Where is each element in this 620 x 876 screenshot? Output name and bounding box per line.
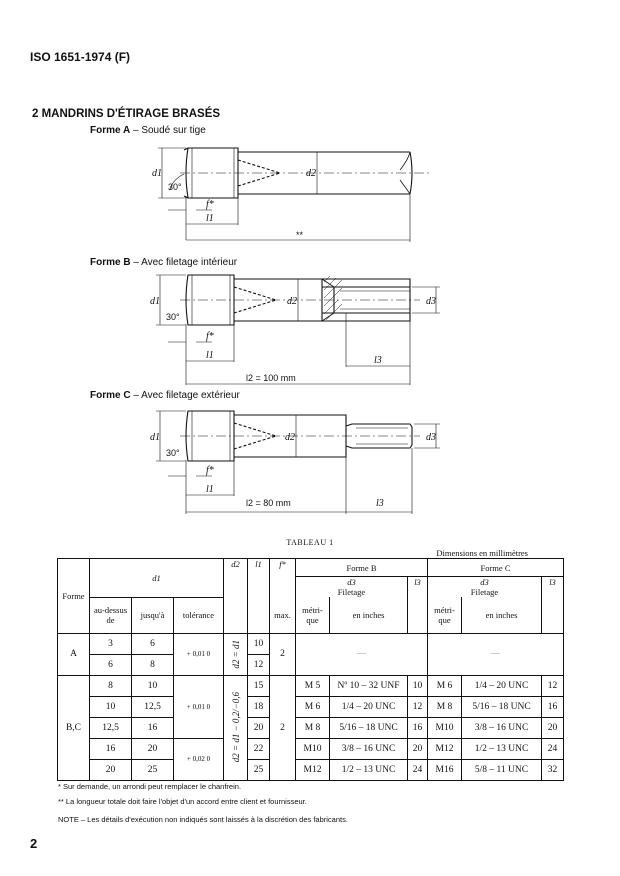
cell: 32 <box>542 759 564 780</box>
forme-c-desc: – Avec filetage extérieur <box>130 390 240 401</box>
th-c-d3-label: d3 <box>480 577 489 587</box>
fig-b-l1-label: l1 <box>206 350 214 361</box>
cell: 10 <box>132 675 174 696</box>
forme-c-label: Forme C <box>90 390 131 401</box>
fig-c-d3-label: d3 <box>426 432 436 443</box>
fig-c-angle-label: 30° <box>166 448 180 458</box>
th-c-metrique: métri-que <box>428 597 462 633</box>
cell-tol-b1: + 0,01 0 <box>174 675 224 738</box>
th-forme-c: Forme C <box>428 559 564 577</box>
cell: M 6 <box>428 675 462 696</box>
th-f: f* <box>270 559 296 598</box>
th-b-l3: l3 <box>408 577 428 634</box>
fig-c-l2-label: l2 = 80 mm <box>246 498 291 508</box>
cell-d2-a-text: d2 = d1 <box>230 639 241 669</box>
th-b-metrique: métri-que <box>296 597 330 633</box>
section-title: 2 MANDRINS D'ÉTIRAGE BRASÉS <box>32 108 221 120</box>
forme-a-desc: – Soudé sur tige <box>130 125 206 136</box>
fig-a-d2-label: d2 <box>306 168 316 179</box>
fig-b-l3-label: l3 <box>374 355 382 366</box>
table-caption: TABLEAU 1 <box>286 538 334 547</box>
cell: 1/4 – 20 UNC <box>462 675 542 696</box>
table-units: Dimensions en millimètres <box>436 548 528 558</box>
figure-forme-b <box>0 262 620 392</box>
forme-b-label: Forme B <box>90 257 131 268</box>
cell: 10 <box>248 633 270 654</box>
th-c-filetage: Filetage <box>470 587 499 597</box>
cell-f-a: 2 <box>270 633 296 675</box>
cell: M16 <box>428 759 462 780</box>
cell: 6 <box>132 633 174 654</box>
cell: 3/8 – 16 UNC <box>462 717 542 738</box>
cell: Nº 10 – 32 UNF <box>330 675 408 696</box>
cell: 3/8 – 16 UNC <box>330 738 408 759</box>
th-c-l3: l3 <box>542 577 564 634</box>
table-row <box>58 759 564 780</box>
fig-a-f-label: f* <box>206 199 214 210</box>
cell: 10 <box>408 675 428 696</box>
footnote-2: ** La longueur totale doit faire l'objet d'un accord entre client et fournisseur. <box>58 797 307 806</box>
cell-d2-bc <box>224 675 248 780</box>
fig-b-d2-label: d2 <box>287 296 297 307</box>
cell: 5/16 – 18 UNC <box>330 717 408 738</box>
cell-d2-a <box>224 633 248 675</box>
th-tolerance: tolérance <box>174 597 224 633</box>
th-max: max. <box>270 597 296 633</box>
cell: 20 <box>542 717 564 738</box>
forme-a-label: Forme A <box>90 125 131 136</box>
cell: 18 <box>248 696 270 717</box>
cell: 25 <box>132 759 174 780</box>
cell: 1/2 – 13 UNC <box>330 759 408 780</box>
cell: M 8 <box>428 696 462 717</box>
th-c-d3 <box>428 577 542 598</box>
cell: 20 <box>408 738 428 759</box>
cell-f-bc: 2 <box>270 675 296 780</box>
th-l1: l1 <box>248 559 270 634</box>
cell-forme-bc: B,C <box>58 675 90 780</box>
fig-a-d1-label: d1 <box>152 168 162 179</box>
cell: 12,5 <box>90 717 132 738</box>
cell: 1/4 – 20 UNC <box>330 696 408 717</box>
cell: 10 <box>90 696 132 717</box>
th-d2: d2 <box>224 559 248 634</box>
table-row <box>58 675 564 696</box>
standard-header: ISO 1651-1974 (F) <box>30 50 131 64</box>
cell: M 6 <box>296 696 330 717</box>
page-number: 2 <box>30 836 38 851</box>
figure-forme-a <box>0 130 620 250</box>
fig-a-l1-label: l1 <box>206 213 214 224</box>
cell: M12 <box>428 738 462 759</box>
cell: 25 <box>248 759 270 780</box>
th-b-inches: en inches <box>330 597 408 633</box>
th-forme: Forme <box>58 559 90 634</box>
fig-c-f-label: f* <box>206 465 214 476</box>
figure-forme-c <box>0 396 620 518</box>
footnote-1: * Sur demande, un arrondi peut remplacer le chanfrein. <box>58 782 242 791</box>
th-c-inches: en inches <box>462 597 542 633</box>
table-row <box>58 717 564 738</box>
fig-b-d3-label: d3 <box>426 296 436 307</box>
dimensions-table <box>57 558 564 781</box>
cell: 24 <box>408 759 428 780</box>
th-forme-b: Forme B <box>296 559 428 577</box>
cell: M 5 <box>296 675 330 696</box>
cell: 20 <box>132 738 174 759</box>
cell: M 8 <box>296 717 330 738</box>
fig-c-l3-label: l3 <box>376 498 384 509</box>
cell: 5/8 – 11 UNC <box>462 759 542 780</box>
fig-b-l2-label: l2 = 100 mm <box>246 373 296 383</box>
cell: 16 <box>408 717 428 738</box>
fig-c-d1-label: d1 <box>150 432 160 443</box>
fig-b-f-label: f* <box>206 331 214 342</box>
cell-tol-b2: + 0,02 0 <box>174 738 224 780</box>
cell-tol-a: + 0,01 0 <box>174 633 224 675</box>
cell: 12 <box>408 696 428 717</box>
cell: 12 <box>248 654 270 675</box>
cell: 24 <box>542 738 564 759</box>
cell: 16 <box>542 696 564 717</box>
fig-a-total-label: ** <box>296 230 304 240</box>
fig-c-l1-label: l1 <box>206 484 214 495</box>
th-b-filetage: Filetage <box>337 587 366 597</box>
fig-b-angle-label: 30° <box>166 312 180 322</box>
cell: 16 <box>132 717 174 738</box>
cell: 22 <box>248 738 270 759</box>
th-jusqua: jusqu'à <box>132 597 174 633</box>
cell: 15 <box>248 675 270 696</box>
th-d1: d1 <box>90 559 224 598</box>
cell: 8 <box>90 675 132 696</box>
fig-b-d1-label: d1 <box>150 296 160 307</box>
cell: 20 <box>248 717 270 738</box>
cell: M10 <box>428 717 462 738</box>
cell-b-dash: — <box>296 633 428 675</box>
th-b-d3 <box>296 577 408 598</box>
table-row <box>58 633 564 654</box>
cell: M12 <box>296 759 330 780</box>
cell-forme-a: A <box>58 633 90 675</box>
cell: 12 <box>542 675 564 696</box>
fig-a-angle-label: 30° <box>168 182 182 192</box>
cell: 6 <box>90 654 132 675</box>
cell: 1/2 – 13 UNC <box>462 738 542 759</box>
th-b-d3-label: d3 <box>347 577 356 587</box>
table-row <box>58 738 564 759</box>
cell-d2-bc-text: d2 = d1 − 0,2/−0,6 <box>230 692 241 763</box>
cell: 8 <box>132 654 174 675</box>
cell: 16 <box>90 738 132 759</box>
cell: M10 <box>296 738 330 759</box>
forme-b-desc: – Avec filetage intérieur <box>130 257 238 268</box>
table-row <box>58 696 564 717</box>
cell-c-dash: — <box>428 633 564 675</box>
cell: 20 <box>90 759 132 780</box>
th-au-dessus: au-dessus de <box>90 597 132 633</box>
footnote-note: NOTE – Les détails d'exécution non indiqués sont laissés à la discrétion des fabricants. <box>58 815 348 824</box>
cell: 3 <box>90 633 132 654</box>
cell: 5/16 – 18 UNC <box>462 696 542 717</box>
fig-c-d2-label: d2 <box>285 432 295 443</box>
cell: 12,5 <box>132 696 174 717</box>
